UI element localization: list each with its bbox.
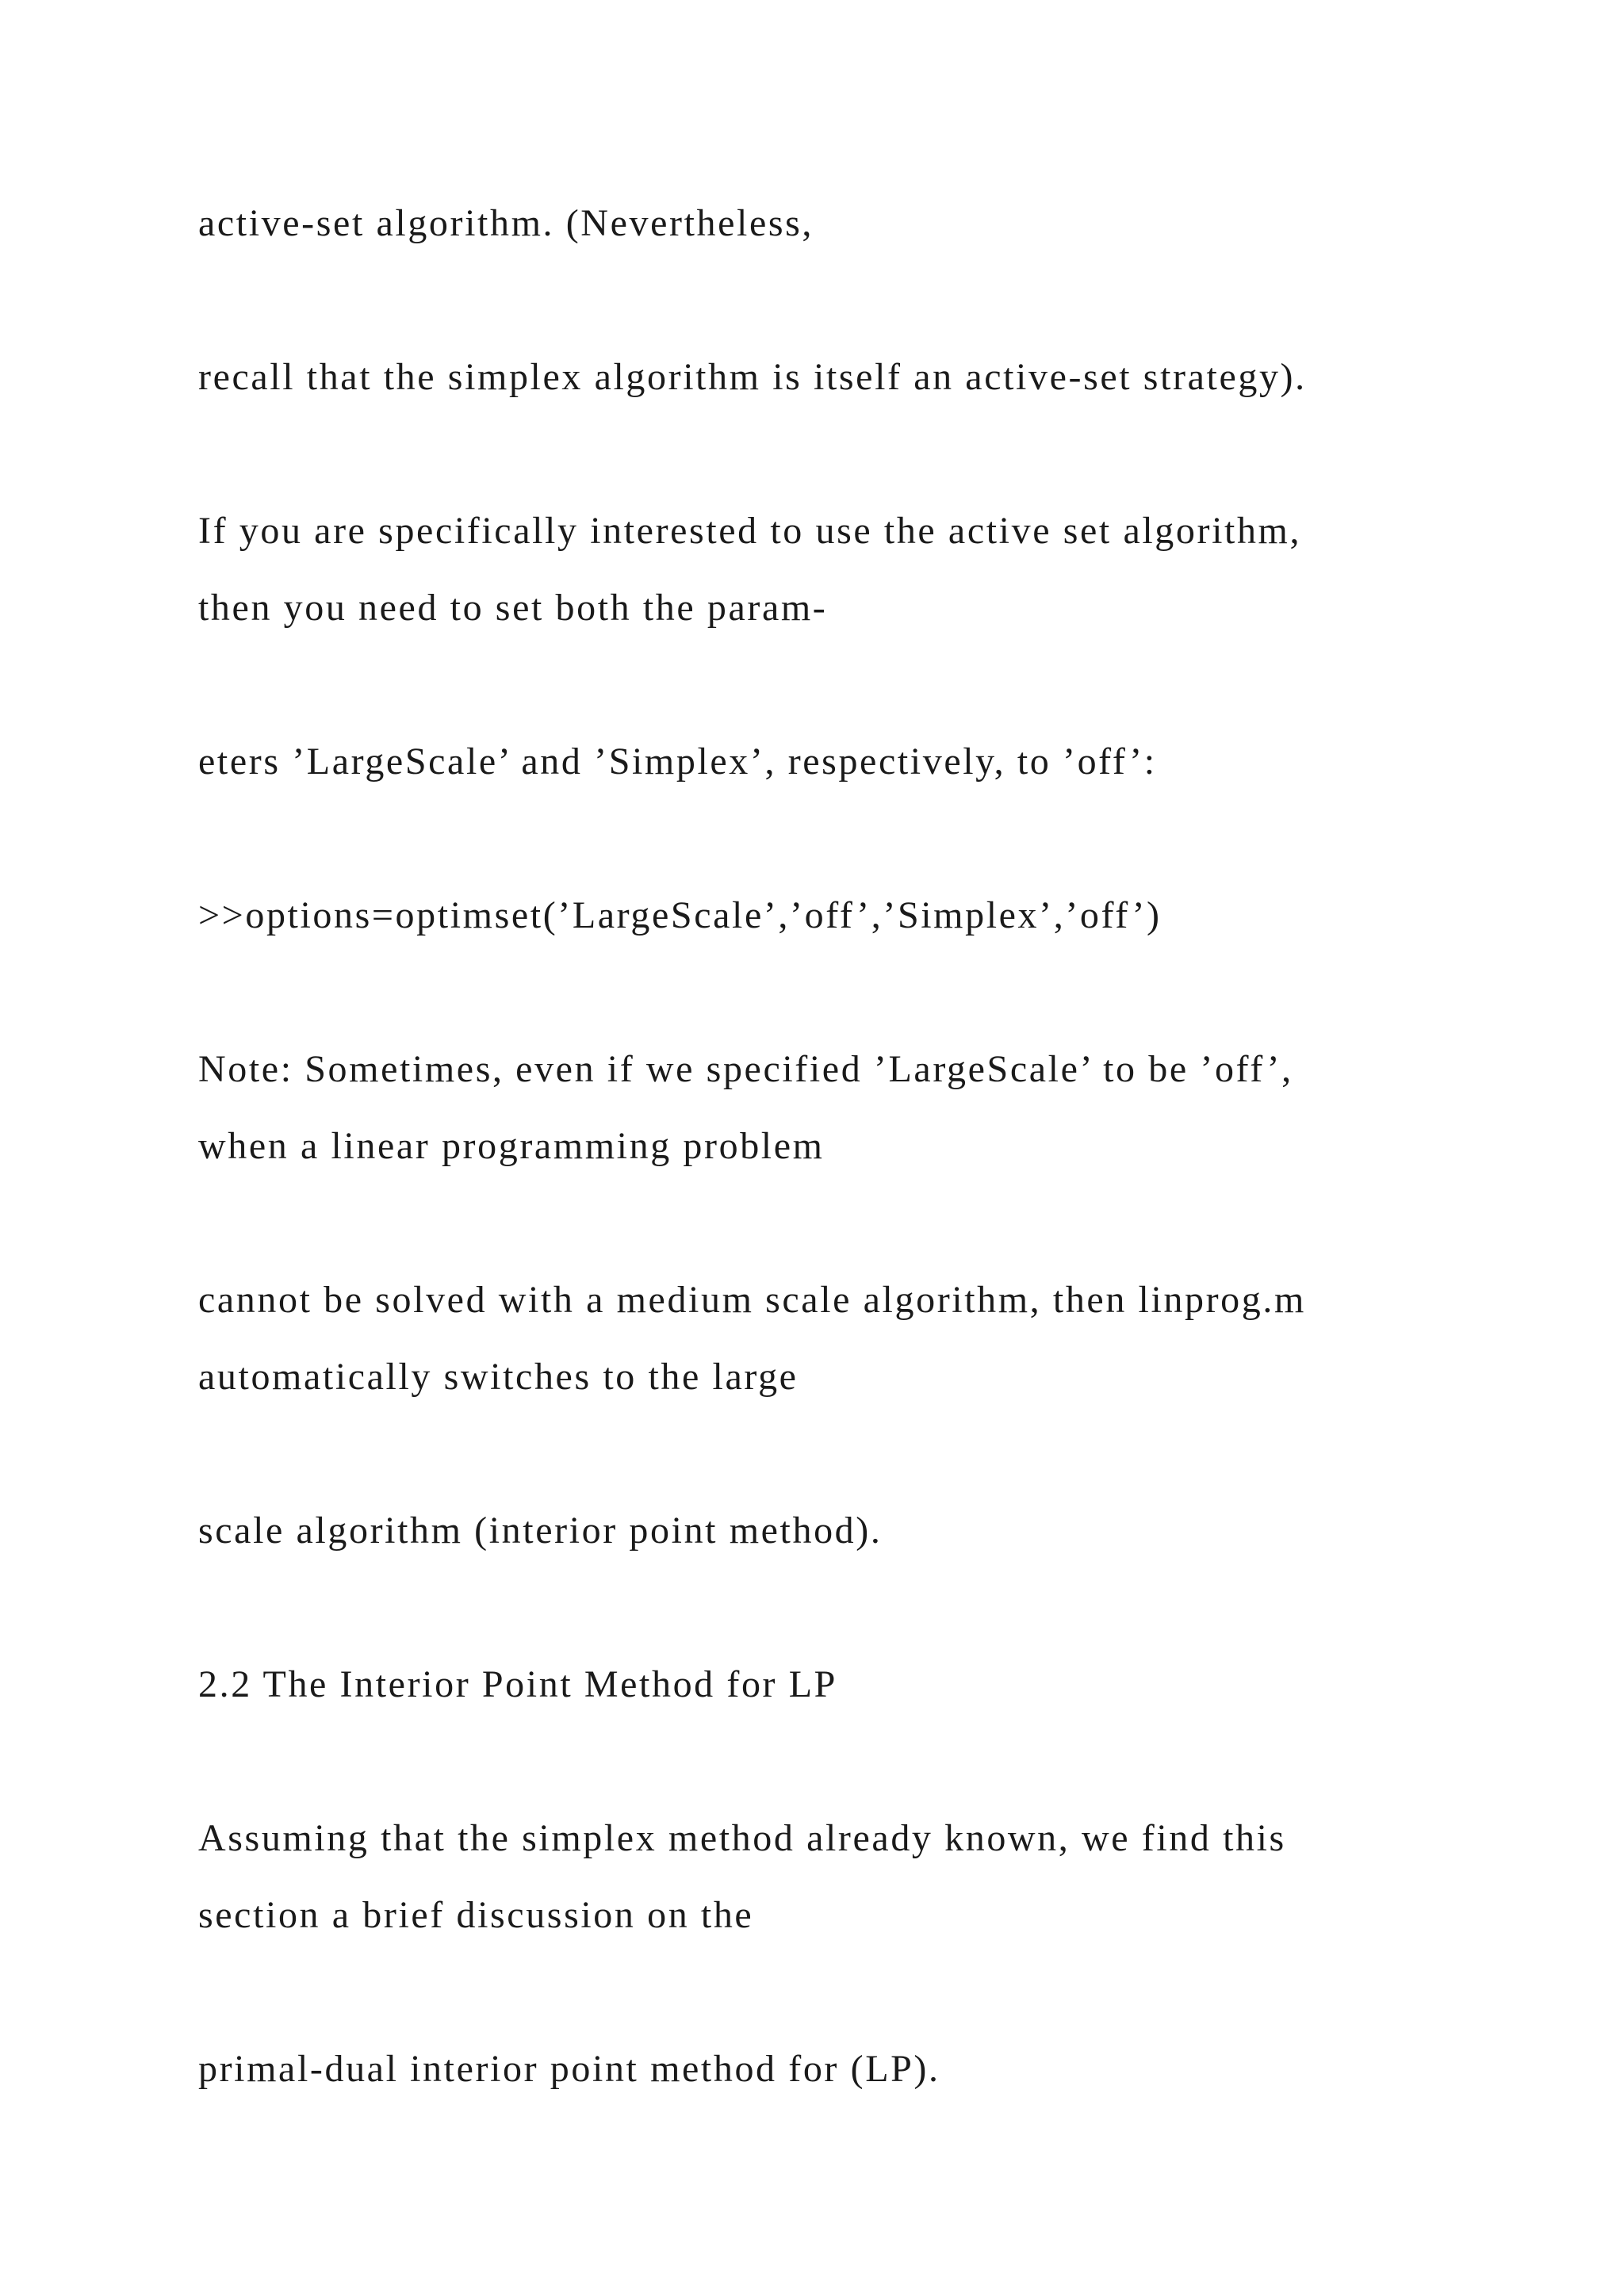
text-line-10: automatically switches to the large [198,1356,799,1398]
text-line-2: recall that the simplex algorithm is itself an active-set strategy). [198,356,1307,398]
text-line-13: Assuming that the simplex method already known, we find this [198,1817,1286,1859]
text-line-9: cannot be solved with a medium scale algorithm, then linprog.m [198,1279,1306,1321]
code-line-optimset: >>options=optimset(’LargeScale’,’off’,’Simplex’,’off’) [198,894,1162,936]
text-line-1: active-set algorithm. (Nevertheless, [198,202,814,244]
text-line-5: eters ’LargeScale’ and ’Simplex’, respectively, to ’off’: [198,740,1157,783]
text-line-4: then you need to set both the param- [198,587,828,629]
text-line-15: primal-dual interior point method for (LP). [198,2048,940,2090]
section-heading: 2.2 The Interior Point Method for LP [198,1663,837,1705]
text-line-14: section a brief discussion on the [198,1894,754,1936]
text-line-3: If you are specifically interested to use the active set algorithm, [198,510,1302,552]
text-line-8: when a linear programming problem [198,1125,825,1167]
text-line-11: scale algorithm (interior point method). [198,1510,883,1552]
text-line-7: Note: Sometimes, even if we specified ’LargeScale’ to be ’off’, [198,1048,1293,1090]
